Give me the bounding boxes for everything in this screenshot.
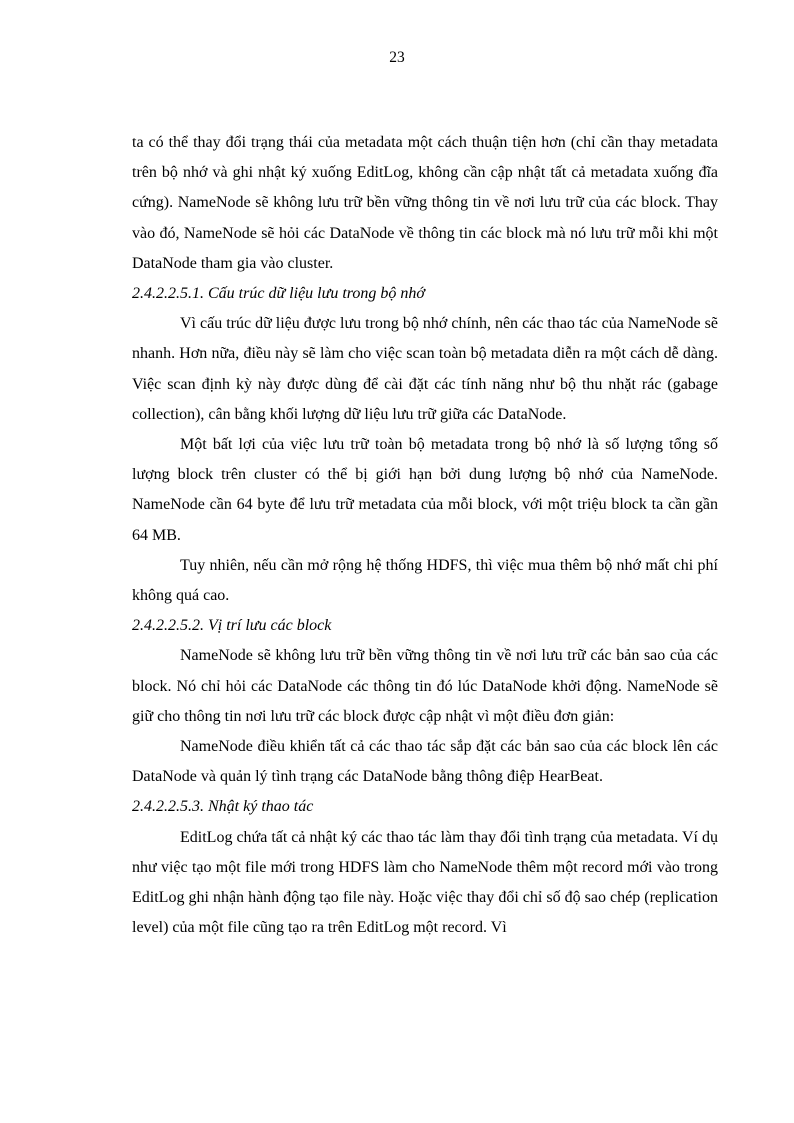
paragraph: Một bất lợi của việc lưu trữ toàn bộ metadata trong bộ nhớ là số lượng tổng số lượng block trên cluster có thể bị giới hạn bởi dung lượng bộ nhớ của NameNode. NameNode cần 64 byte để lưu trữ metadata của mỗi block, với một triệu block ta cần gần 64 MB. bbox=[132, 436, 718, 544]
paragraph: NameNode sẽ không lưu trữ bền vững thông tin về nơi lưu trữ các bản sao của các block. Nó chỉ hỏi các DataNode các thông tin đó lúc DataNode khởi động. NameNode sẽ giữ cho thông tin nơi lưu trữ các block được cập nhật vì một điều đơn giản: bbox=[132, 647, 718, 725]
paragraph: ta có thể thay đổi trạng thái của metadata một cách thuận tiện hơn (chỉ cần thay metadata trên bộ nhớ và ghi nhật ký xuống EditLog, không cần cập nhật tất cả metadata xuống đĩa cứng). NameNode sẽ không lưu trữ bền vững thông tin về nơi lưu trữ của các block. Thay vào đó, NameNode sẽ hỏi các DataNode về thông tin các block mà nó lưu trữ mỗi khi một DataNode tham gia vào cluster. bbox=[132, 134, 718, 272]
section-heading: 2.4.2.2.5.2. Vị trí lưu các block bbox=[132, 617, 332, 635]
paragraph: Vì cấu trúc dữ liệu được lưu trong bộ nhớ chính, nên các thao tác của NameNode sẽ nhanh. Hơn nữa, điều này sẽ làm cho việc scan toàn bộ metadata diễn ra một cách dễ dàng. Việc scan định kỳ này được dùng để cài đặt các tính năng như bộ thu nhặt rác (gabage collection), cân bằng khối lượng dữ liệu lưu trữ giữa các DataNode. bbox=[132, 315, 718, 423]
paragraph: NameNode điều khiển tất cả các thao tác sắp đặt các bản sao của các block lên các DataNode và quản lý tình trạng các DataNode bằng thông điệp HearBeat. bbox=[132, 738, 718, 786]
paragraph: Tuy nhiên, nếu cần mở rộng hệ thống HDFS, thì việc mua thêm bộ nhớ mất chi phí không quá cao. bbox=[132, 556, 718, 605]
document-body bbox=[132, 128, 718, 943]
page-number: 23 bbox=[389, 49, 405, 66]
section-heading: 2.4.2.2.5.3. Nhật ký thao tác bbox=[132, 798, 314, 816]
section-heading: 2.4.2.2.5.1. Cấu trúc dữ liệu lưu trong bộ nhớ bbox=[132, 285, 425, 303]
paragraph: EditLog chứa tất cả nhật ký các thao tác làm thay đổi tình trạng của metadata. Ví dụ như việc tạo một file mới trong HDFS làm cho NameNode thêm một record mới vào trong EditLog ghi nhận hành động tạo file này. Hoặc việc thay đổi chỉ số độ sao chép (replication level) của một file cũng tạo ra trên EditLog một record. Vì bbox=[132, 828, 718, 937]
